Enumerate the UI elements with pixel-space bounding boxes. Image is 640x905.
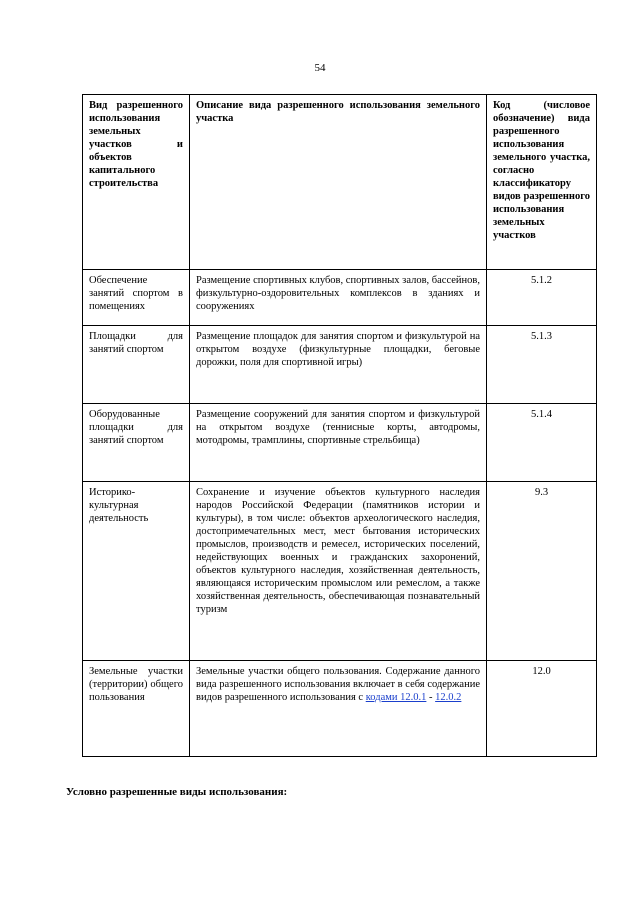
row-description: Размещение спортивных клубов, спортивных залов, бассейнов, физкультурно-оздоровительных комплексов в зданиях и сооружениях xyxy=(190,270,487,326)
row-description: Сохранение и изучение объектов культурного наследия народов Российской Федерации (памятников истории и культуры), в том числе: объектов археологического наследия, достопримечательных мест, мест бытования исторических промыслов, производств и ремесел, исторических поселений, недействующих военных и гражданских захоронений, объектов культурного наследия, хозяйственная деятельность, являющаяся историческим промыслом или ремеслом, а также хозяйственная деятельность, обеспечивающая познавательный туризм xyxy=(190,482,487,661)
header-land-use-type: Вид разрешенного использования земельных участков и объектов капитального строительства xyxy=(83,95,190,270)
table-header-row xyxy=(83,95,597,270)
table-row xyxy=(83,270,597,326)
row-description xyxy=(190,661,487,757)
row-code: 5.1.4 xyxy=(487,404,597,482)
table-row xyxy=(83,661,597,757)
row-code: 12.0 xyxy=(487,661,597,757)
land-use-table xyxy=(82,94,597,757)
header-description: Описание вида разрешенного использования земельного участка xyxy=(190,95,487,270)
header-code: Код (числовое обозначение) вида разрешенного использования земельного участка, согласно классификатору видов разрешенного использования земельных участков xyxy=(487,95,597,270)
row-description: Размещение площадок для занятия спортом и физкультурой на открытом воздухе (физкультурные площадки, беговые дорожки, поля для спортивной игры) xyxy=(190,326,487,404)
link-code-12-0-2[interactable]: 12.0.2 xyxy=(435,692,462,703)
row-name: Историко-культурная деятельность xyxy=(83,482,190,661)
link-separator: - xyxy=(426,692,436,703)
row-name: Земельные участки (территории) общего пользования xyxy=(83,661,190,757)
link-codes-12-0-1[interactable]: кодами 12.0.1 xyxy=(365,692,427,703)
row-description-text: Земельные участки общего пользования. Содержание данного вида разрешенного использования включает в себя содержание видов разрешенного использования с xyxy=(196,666,480,703)
row-name: Оборудованные площадки для занятий спортом xyxy=(83,404,190,482)
row-code: 5.1.2 xyxy=(487,270,597,326)
row-name: Площадки для занятий спортом xyxy=(83,326,190,404)
row-code: 9.3 xyxy=(487,482,597,661)
row-name: Обеспечение занятий спортом в помещениях xyxy=(83,270,190,326)
conditional-uses-heading: Условно разрешенные виды использования: xyxy=(66,786,288,798)
row-code: 5.1.3 xyxy=(487,326,597,404)
table-row xyxy=(83,326,597,404)
page-number: 54 xyxy=(314,62,326,74)
table-row xyxy=(83,404,597,482)
table-row xyxy=(83,482,597,661)
row-description: Размещение сооружений для занятия спортом и физкультурой на открытом воздухе (теннисные корты, автодромы, мотодромы, трамплины, спортивные стрельбища) xyxy=(190,404,487,482)
